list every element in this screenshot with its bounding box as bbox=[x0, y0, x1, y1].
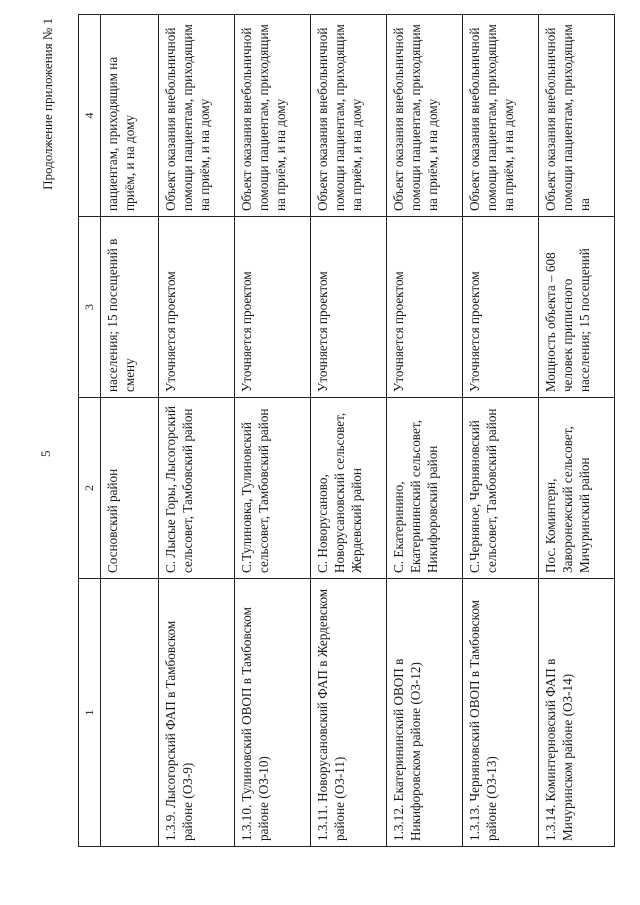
cell-description: Объект оказания внебольничной помощи пациентам, приходящим на приём, и на дому bbox=[235, 15, 311, 217]
cell-capacity: Уточняется проектом bbox=[159, 217, 235, 398]
cell-capacity: Уточняется проектом bbox=[311, 217, 387, 398]
column-number: 2 bbox=[79, 398, 101, 579]
cell-location: Пос. Коминтерн, Заворонежский сельсовет, Мичуринский район bbox=[539, 398, 615, 579]
cell-capacity: Уточняется проектом bbox=[463, 217, 539, 398]
table-row bbox=[311, 15, 387, 847]
table-row bbox=[159, 15, 235, 847]
cell-capacity: Уточняется проектом bbox=[235, 217, 311, 398]
column-number: 1 bbox=[79, 579, 101, 847]
cell-description: Объект оказания внебольничной помощи пациентам, приходящим на приём, и на дому bbox=[463, 15, 539, 217]
cell-object: 1.3.12. Екатерининский ОВОП в Никифоровском районе (ОЗ-12) bbox=[387, 579, 463, 847]
continuation-row bbox=[101, 15, 159, 847]
cell-description: пациентам, приходящим на приём, и на дому bbox=[101, 15, 159, 217]
cell-location: С. Лысые Горы, Лысогорский сельсовет, Тамбовский район bbox=[159, 398, 235, 579]
cell-location: С.Черняное, Черняновский сельсовет, Тамбовский район bbox=[463, 398, 539, 579]
cell-object: 1.3.13. Черняновский ОВОП в Тамбовском районе (ОЗ-13) bbox=[463, 579, 539, 847]
cell-location: С. Екатеринино, Екатерининский сельсовет, Никифоровский район bbox=[387, 398, 463, 579]
appendix-note: Продолжение приложения № 1 bbox=[40, 18, 55, 190]
cell-object: 1.3.11. Новорусановский ФАП в Жердевском районе (ОЗ-11) bbox=[311, 579, 387, 847]
cell-description: Объект оказания внебольничной помощи пациентам, приходящим на bbox=[539, 15, 615, 217]
cell-object: 1.3.14. Коминтерновский ФАП в Мичуринском районе (ОЗ-14) bbox=[539, 579, 615, 847]
cell-location: С.Тулиновка, Тулиновский сельсовет, Тамбовский район bbox=[235, 398, 311, 579]
cell-object: 1.3.10. Тулиновский ОВОП в Тамбовском районе (ОЗ-10) bbox=[235, 579, 311, 847]
cell-capacity: населения; 15 посещений в смену bbox=[101, 217, 159, 398]
table-row bbox=[387, 15, 463, 847]
cell-description: Объект оказания внебольничной помощи пациентам, приходящим на приём, и на дому bbox=[159, 15, 235, 217]
objects-table bbox=[78, 14, 615, 847]
cell-location: Сосновский район bbox=[101, 398, 159, 579]
table-row bbox=[463, 15, 539, 847]
cell-location: С. Новорусаново, Новорусановский сельсовет, Жердевский район bbox=[311, 398, 387, 579]
cell-capacity: Уточняется проектом bbox=[387, 217, 463, 398]
table-row bbox=[235, 15, 311, 847]
column-number-row bbox=[79, 15, 101, 847]
cell-capacity: Мощность объекта – 608 человек приписного населения; 15 посещений bbox=[539, 217, 615, 398]
column-number: 4 bbox=[79, 15, 101, 217]
cell-object: 1.3.9. Лысогорский ФАП в Тамбовском районе (ОЗ-9) bbox=[159, 579, 235, 847]
cell-description: Объект оказания внебольничной помощи пациентам, приходящим на приём, и на дому bbox=[387, 15, 463, 217]
cell-object bbox=[101, 579, 159, 847]
cell-description: Объект оказания внебольничной помощи пациентам, приходящим на приём, и на дому bbox=[311, 15, 387, 217]
table-row bbox=[539, 15, 615, 847]
column-number: 3 bbox=[79, 217, 101, 398]
page-number: 5 bbox=[38, 450, 53, 457]
